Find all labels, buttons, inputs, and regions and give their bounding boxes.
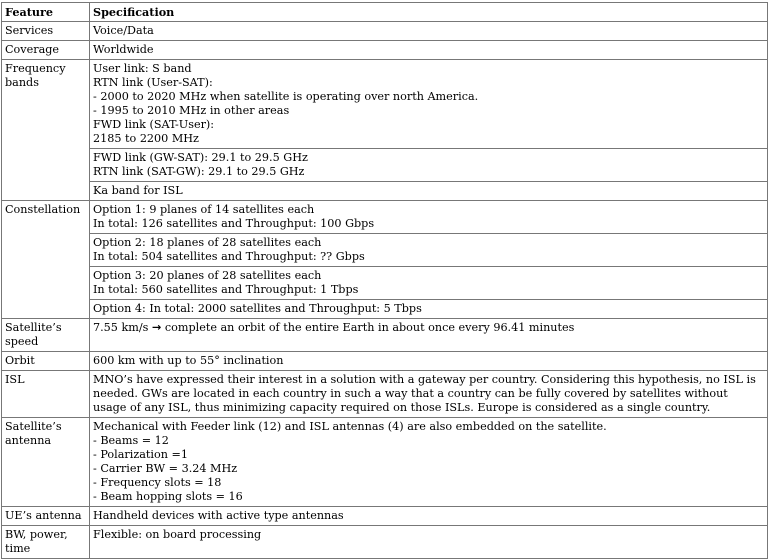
- feature-services: Services: [2, 22, 90, 41]
- value-user-link: User link: S band RTN link (User-SAT): - 2000 to 2020 MHz when satellite is operating over north America. - 1995 to 2010 MHz in other areas FWD link (SAT-User): 2185 to 2200 MHz: [90, 60, 768, 149]
- value-coverage: Worldwide: [90, 41, 768, 60]
- feature-constellation: Constellation: [2, 201, 90, 319]
- header-specification: Specification: [90, 3, 768, 22]
- table-header-row: [2, 3, 768, 22]
- feature-isl: ISL: [2, 371, 90, 418]
- value-constellation-option-2: Option 2: 18 planes of 28 satellites each In total: 504 satellites and Throughput: ?? Gbps: [90, 234, 768, 267]
- table-row: [2, 352, 768, 371]
- feature-bw-power-time: BW, power, time: [2, 526, 90, 559]
- speed-description: complete an orbit of the entire Earth in about once every 96.41 minutes: [161, 321, 575, 334]
- value-constellation-option-4: Option 4: In total: 2000 satellites and Throughput: 5 Tbps: [90, 300, 768, 319]
- table-row: [2, 201, 768, 234]
- right-arrow-icon: →: [151, 321, 162, 334]
- table-row: [2, 507, 768, 526]
- specification-table: [1, 2, 768, 559]
- value-services: Voice/Data: [90, 22, 768, 41]
- table-row: [2, 234, 768, 267]
- feature-satellite-antenna: Satellite’s antenna: [2, 418, 90, 507]
- feature-frequency-bands: Frequency bands: [2, 60, 90, 201]
- feature-ue-antenna: UE’s antenna: [2, 507, 90, 526]
- table-row: [2, 526, 768, 559]
- value-isl: MNO’s have expressed their interest in a solution with a gateway per country. Considering this hypothesis, no ISL is needed. GWs are located in each country in such a way that a country can be fully covered by satellites without usage of any ISL, thus minimizing capacity required on those ISLs. Europe is considered as a single country.: [90, 371, 768, 418]
- value-isl-band: Ka band for ISL: [90, 182, 768, 201]
- speed-value: 7.55 km/s: [93, 321, 149, 334]
- value-bw-power-time: Flexible: on board processing: [90, 526, 768, 559]
- value-satellite-antenna: Mechanical with Feeder link (12) and ISL antennas (4) are also embedded on the satellite. - Beams = 12 - Polarization =1 - Carrier BW = 3.24 MHz - Frequency slots = 18 - Beam hopping slots = 16: [90, 418, 768, 507]
- table-row: [2, 319, 768, 352]
- value-ue-antenna: Handheld devices with active type antennas: [90, 507, 768, 526]
- value-satellite-speed: [90, 319, 768, 352]
- feature-coverage: Coverage: [2, 41, 90, 60]
- header-feature: Feature: [2, 3, 90, 22]
- table-row: [2, 22, 768, 41]
- table-row: [2, 267, 768, 300]
- table-row: [2, 41, 768, 60]
- table-row: [2, 418, 768, 507]
- table-row: [2, 60, 768, 149]
- feature-satellite-speed: Satellite’s speed: [2, 319, 90, 352]
- value-constellation-option-3: Option 3: 20 planes of 28 satellites each In total: 560 satellites and Throughput: 1 Tbps: [90, 267, 768, 300]
- table-row: [2, 149, 768, 182]
- value-feeder-link: FWD link (GW-SAT): 29.1 to 29.5 GHz RTN link (SAT-GW): 29.1 to 29.5 GHz: [90, 149, 768, 182]
- value-orbit: 600 km with up to 55° inclination: [90, 352, 768, 371]
- feature-orbit: Orbit: [2, 352, 90, 371]
- table-row: [2, 300, 768, 319]
- table-row: [2, 182, 768, 201]
- value-constellation-option-1: Option 1: 9 planes of 14 satellites each In total: 126 satellites and Throughput: 100 Gbps: [90, 201, 768, 234]
- table-row: [2, 371, 768, 418]
